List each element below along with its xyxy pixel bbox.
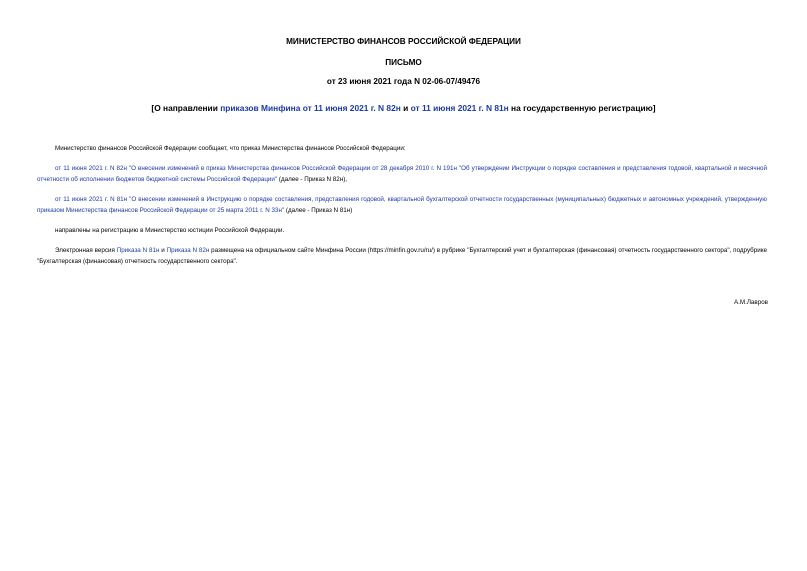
subject-link-orders-82n[interactable]: приказов Минфина от 11 июня 2021 г. N 82н — [220, 103, 401, 113]
document-date-number: от 23 июня 2021 года N 02-06-07/49476 — [326, 77, 481, 86]
subject-conjunction: и — [400, 103, 411, 113]
paragraph-intro: Министерство финансов Российской Федерации сообщает, что приказ Министерства финансов Российской Федерации: — [55, 145, 406, 152]
link-order-82n[interactable]: от 11 июня 2021 г. N 82н "О внесении изменений в приказ Министерства финансов Российской Федерации от 28 декабря 2010 г. N 191н "Об утверждении Инструкции о порядке составления и представления годовой, квартальной и месячной отчетности об исполнении бюджетов бюджетной системы Российской Федерации" — [37, 165, 767, 183]
link-prikaz-81n[interactable]: Приказа N 81н — [116, 247, 160, 254]
link-order-81n[interactable]: от 11 июня 2021 г. N 81н "О внесении изменений в Инструкцию о порядке составления, представления годовой, квартальной бухгалтерской отчетности государственных (муниципальных) бюджетных и автономных учреждений, утвержденную приказом Министерства финансов Российской Федерации от 25 марта 2011 г. N 33н" — [37, 196, 767, 214]
signatory-name: А.М.Лавров — [733, 299, 768, 306]
subject-link-order-81n[interactable]: от 11 июня 2021 г. N 81н — [410, 103, 509, 113]
paragraph-order-81n-text: (далее - Приказ N 81н) — [284, 206, 353, 214]
paragraph-order-81n — [37, 195, 767, 216]
electronic-version-tail: размещена на официальном сайте Минфина России (https://minfin.gov.ru/ru/) в рубрике "Бухгалтерский учет и бухгалтерская (финансовая) отчетность государственного сектора", подрубрике "Бухгалтерская (финансовая) отчетность государственного сектора". — [37, 247, 767, 265]
link-prikaz-82n[interactable]: Приказа N 82н — [166, 247, 210, 254]
electronic-version-conjunction: и — [159, 247, 167, 254]
paragraph-electronic-version — [37, 246, 767, 267]
electronic-version-lead: Электронная версия — [55, 247, 117, 254]
document-type: ПИСЬМО — [385, 58, 422, 67]
paragraph-order-82n-text: (далее - Приказ N 82н), — [277, 175, 348, 183]
paragraph-order-82n — [37, 164, 767, 185]
paragraph-registration: направлены на регистрацию в Министерство юстиции Российской Федерации. — [55, 227, 285, 234]
subject-suffix: на государственную регистрацию] — [508, 103, 656, 113]
issuer-title: МИНИСТЕРСТВО ФИНАНСОВ РОССИЙСКОЙ ФЕДЕРАЦИИ — [286, 37, 521, 46]
document-subject — [0, 103, 807, 113]
subject-prefix: [О направлении — [151, 103, 221, 113]
